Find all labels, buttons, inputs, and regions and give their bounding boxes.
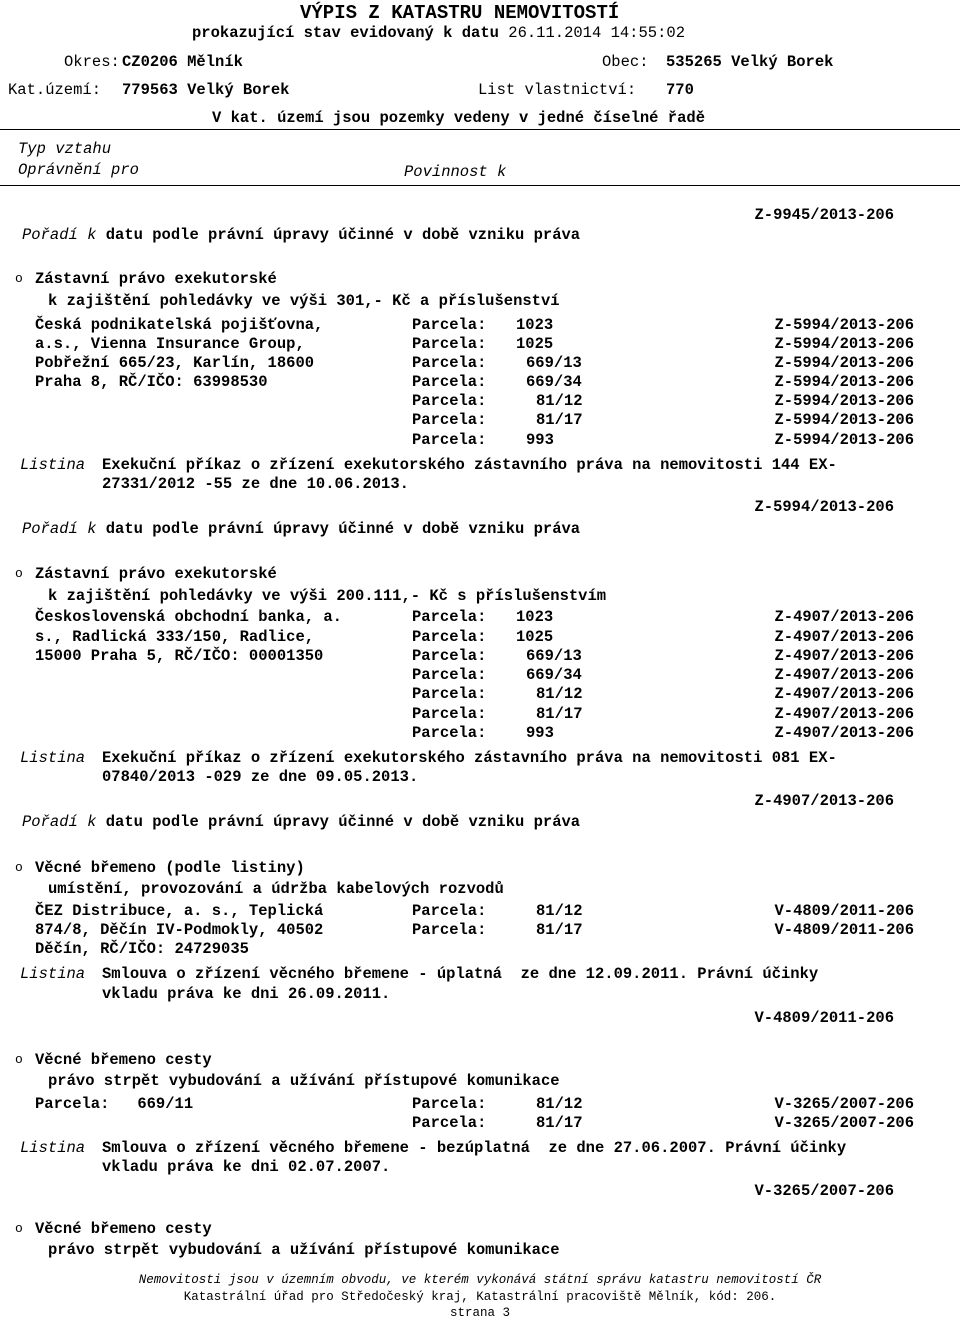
obec-label: Obec: (602, 53, 649, 71)
listina-text: vkladu práva ke dni 26.09.2011. (102, 985, 391, 1003)
parcela-number: 1023 (516, 316, 554, 334)
footer-line-2: Katastrální úřad pro Středočeský kraj, Katastrální pracoviště Mělník, kód: 206. (183, 1290, 777, 1304)
footer-line-1: Nemovitosti jsou v územním obvodu, ve kterém vykonává státní správu katastru nemovitostí ČR (138, 1273, 822, 1287)
party-line: Česká podnikatelská pojišťovna, (35, 316, 324, 334)
parcela-label: Parcela: (412, 431, 487, 449)
typ-vztahu-label: Typ vztahu (18, 140, 112, 158)
vkat-line (212, 108, 705, 128)
listina-text: vkladu práva ke dni 02.07.2007. (102, 1158, 391, 1176)
listina-text: 07840/2013 -029 ze dne 09.05.2013. (102, 768, 419, 786)
parcela-label: Parcela: (412, 373, 487, 391)
parcela-label: Parcela: (412, 1095, 487, 1113)
parcel-ref: V-3265/2007-206 (774, 1114, 914, 1132)
parcel-ref: Z-5994/2013-206 (774, 392, 914, 410)
party-line: s., Radlická 333/150, Radlice, (35, 628, 315, 646)
top-ref: Z-9945/2013-206 (754, 206, 894, 224)
listina-ref: Z-4907/2013-206 (754, 792, 894, 810)
party-line: 874/8, Děčín IV-Podmokly, 40502 (35, 921, 324, 939)
parcela-number: 669/13 (526, 354, 582, 372)
parcela-label: Parcela: (412, 608, 487, 626)
parcela-label: Parcela: (412, 685, 487, 703)
parcela-label: Parcela: (412, 666, 487, 684)
parcela-label: Parcela: (412, 392, 487, 410)
poradi-line: Pořadí k datu podle právní úpravy účinné v době vzniku práva (22, 520, 581, 538)
parcela-number: 669/34 (526, 666, 582, 684)
listina-label: Listina (20, 456, 86, 474)
parcela-label: Parcela: (412, 1114, 487, 1132)
parcela-label: Parcela: (412, 411, 487, 429)
parcela-label: Parcela: (412, 705, 487, 723)
parcela-number: 1025 (516, 628, 554, 646)
parcel-ref: Z-5994/2013-206 (774, 335, 914, 353)
entry-title: Zástavní právo exekutorské (35, 270, 277, 288)
entry-title: Věcné břemeno cesty (35, 1220, 212, 1238)
party-line: ČEZ Distribuce, a. s., Teplická (35, 902, 324, 920)
listina-text: Smlouva o zřízení věcného břemene - úplatná ze dne 12.09.2011. Právní účinky (102, 965, 819, 983)
parcel-ref: Z-4907/2013-206 (774, 705, 914, 723)
parcel-ref: Z-5994/2013-206 (774, 411, 914, 429)
parcela-number: 81/12 (536, 392, 583, 410)
parcela-label: Parcela: (412, 724, 487, 742)
katuzemi-label: Kat.území: (8, 81, 102, 99)
entry-title: Věcné břemeno (podle listiny) (35, 859, 305, 877)
listina-label: Listina (20, 749, 86, 767)
party-line: Československá obchodní banka, a. (35, 608, 342, 626)
parcela-number: 669/13 (526, 647, 582, 665)
entry-title: Zástavní právo exekutorské (35, 565, 277, 583)
parcel-ref: Z-5994/2013-206 (774, 431, 914, 449)
parcela-number: 669/34 (526, 373, 582, 391)
entry-title: Věcné břemeno cesty (35, 1051, 212, 1069)
vkat-rest: území jsou pozemky vedeny v jedné číselné řadě (277, 109, 705, 127)
parcela-number: 1025 (516, 335, 554, 353)
subtitle-prefix: prokazující stav evidovaný k datu (192, 24, 499, 42)
subtitle (192, 23, 685, 43)
party-line: Praha 8, RČ/IČO: 63998530 (35, 373, 268, 391)
poradi-line: Pořadí k datu podle právní úpravy účinné v době vzniku práva (22, 813, 581, 831)
listina-text: Exekuční příkaz o zřízení exekutorského zástavního práva na nemovitosti 081 EX- (102, 749, 837, 767)
parcel-ref: V-3265/2007-206 (774, 1095, 914, 1113)
listina-ref: V-4809/2011-206 (754, 1009, 894, 1027)
povinnost-k-label: Povinnost k (404, 163, 507, 181)
party-line: Pobřežní 665/23, Karlín, 18600 (35, 354, 315, 372)
parcela-label: Parcela: (412, 354, 487, 372)
obec-value: 535265 Velký Borek (666, 53, 834, 71)
document-title: VÝPIS Z KATASTRU NEMOVITOSTÍ (300, 2, 620, 24)
listina-ref: V-3265/2007-206 (754, 1182, 894, 1200)
parcela-number: 993 (526, 431, 554, 449)
parcel-ref: Z-4907/2013-206 (774, 666, 914, 684)
parcel-ref: V-4809/2011-206 (774, 921, 914, 939)
parcel-ref: V-4809/2011-206 (774, 902, 914, 920)
parcela-number: 81/17 (536, 921, 583, 939)
parcel-ref: Z-4907/2013-206 (774, 724, 914, 742)
parcela-number: 81/12 (536, 685, 583, 703)
bullet-icon: o (15, 271, 23, 286)
parcela-number: 81/17 (536, 411, 583, 429)
parcela-number: 81/12 (536, 1095, 583, 1113)
subtitle-date: 26.11.2014 14:55:02 (508, 24, 685, 42)
header-divider-bottom (0, 185, 960, 186)
listina-text: Exekuční příkaz o zřízení exekutorského zástavního práva na nemovitosti 144 EX- (102, 456, 837, 474)
entry-subtitle: umístění, provozování a údržba kabelových rozvodů (48, 880, 504, 898)
listina-text: Smlouva o zřízení věcného břemene - bezúplatná ze dne 27.06.2007. Právní účinky (102, 1139, 847, 1157)
katuzemi-value: 779563 Velký Borek (122, 81, 290, 99)
bullet-icon: o (15, 1052, 23, 1067)
parcela-label: Parcela: (412, 628, 487, 646)
parcela-number: 81/17 (536, 705, 583, 723)
list-value: 770 (666, 81, 694, 99)
bullet-icon: o (15, 1221, 23, 1236)
vkat-prefix: V kat. (212, 109, 268, 127)
entry-subtitle: k zajištění pohledávky ve výši 301,- Kč a příslušenství (48, 292, 560, 310)
parcela-label: Parcela: (412, 335, 487, 353)
entry-subtitle: právo strpět vybudování a užívání přístupové komunikace (48, 1241, 560, 1259)
parcel-ref: Z-4907/2013-206 (774, 628, 914, 646)
parcela-label: Parcela: (412, 902, 487, 920)
page-number: strana 3 (449, 1306, 510, 1320)
parcel-ref: Z-5994/2013-206 (774, 354, 914, 372)
parcela-number: 1023 (516, 608, 554, 626)
parcel-ref: Z-4907/2013-206 (774, 608, 914, 626)
poradi-line: Pořadí k datu podle právní úpravy účinné v době vzniku práva (22, 226, 581, 244)
list-label: List vlastnictví: (478, 81, 637, 99)
parcela-label: Parcela: (412, 647, 487, 665)
listina-label: Listina (20, 965, 86, 983)
party-line: a.s., Vienna Insurance Group, (35, 335, 305, 353)
parcel-ref: Z-4907/2013-206 (774, 647, 914, 665)
parcela-number: 81/17 (536, 1114, 583, 1132)
party-line: Parcela: 669/11 (35, 1095, 194, 1113)
party-line: 15000 Praha 5, RČ/IČO: 00001350 (35, 647, 324, 665)
listina-ref: Z-5994/2013-206 (754, 498, 894, 516)
party-line: Děčín, RČ/IČO: 24729035 (35, 940, 249, 958)
parcel-ref: Z-5994/2013-206 (774, 373, 914, 391)
bullet-icon: o (15, 566, 23, 581)
entry-subtitle: právo strpět vybudování a užívání přístupové komunikace (48, 1072, 560, 1090)
parcel-ref: Z-5994/2013-206 (774, 316, 914, 334)
header-divider-top (0, 129, 960, 130)
listina-text: 27331/2012 -55 ze dne 10.06.2013. (102, 475, 409, 493)
entry-subtitle: k zajištění pohledávky ve výši 200.111,- Kč s příslušenstvím (48, 587, 607, 605)
parcela-number: 993 (526, 724, 554, 742)
parcela-label: Parcela: (412, 316, 487, 334)
parcela-label: Parcela: (412, 921, 487, 939)
parcel-ref: Z-4907/2013-206 (774, 685, 914, 703)
opravneni-pro-label: Oprávnění pro (18, 161, 139, 179)
listina-label: Listina (20, 1139, 86, 1157)
parcela-number: 81/12 (536, 902, 583, 920)
bullet-icon: o (15, 860, 23, 875)
okres-value: CZ0206 Mělník (122, 53, 243, 71)
okres-label: Okres: (64, 53, 120, 71)
